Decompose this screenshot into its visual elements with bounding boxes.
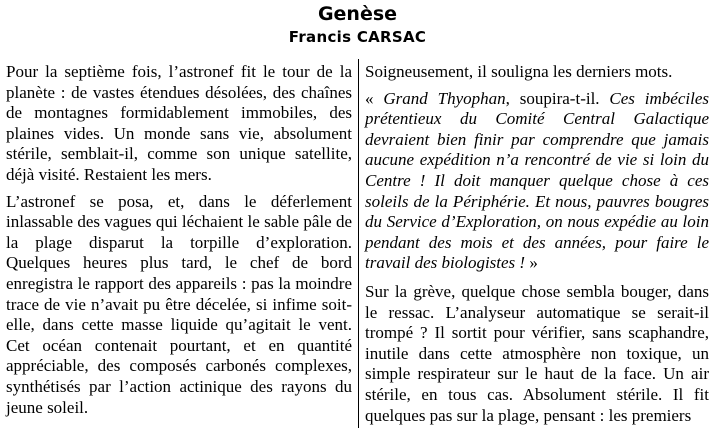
paragraph-landing: L’astronef se posa, et, dans le déferlement inlassable des vagues qui léchaient le sable pâle de la plage disparut la torpille d’exploration. Quelques heures plus tard, le chef de bord enregistra le rapport des appareils : pas la moindre trace de vie n’avait pu être décelée, si infime soit-elle, dans cette masse liquide qu’agitait le vent. Cet océan contenait pourtant, et en quantité appréciable, des composés carbonés complexes, synthétisés par l’action actinique des rayons du jeune soleil.: [6, 191, 352, 417]
paragraph-shore: Sur la grève, quelque chose sembla bouger, dans le ressac. L’analyseur automatique se serait-il trompé ? Il sortit pour vérifier, sans scaphandre, inutile dans cette atmosphère non toxique, un simple respirateur sur le haut de la face. Un air stérile, en tous cas. Absolument stérile. Il fit quelques pas sur la plage, pensant : les premiers: [365, 281, 709, 425]
paragraph-underline: Soigneusement, il souligna les derniers mots.: [365, 62, 673, 81]
speech-part-2: Ces imbéciles prétentieux du Comité Central Galactique devraient bien finir par comprendre que jamais aucune expédition n’a rencontré de vie si loin du Centre ! Il doit manquer quelque chose à ces soleils de la Périphérie. Et nous, pauvres bougres du Service d’Exploration, on nous expédie au loin pendant des mois et des années, pour faire le travail des biologistes !: [365, 88, 709, 273]
right-column: [359, 59, 715, 428]
text-columns: [0, 59, 715, 428]
quote-open: «: [365, 88, 384, 108]
narration-part: , soupira-t-il.: [505, 88, 610, 108]
document-author: Francis CARSAC: [288, 28, 427, 46]
left-column: [0, 59, 359, 428]
paragraph-orbit: Pour la septième fois, l’astronef fit le tour de la planète : de vastes étendues désolées, des chaînes de montagnes formidablement immobiles, des plaines vides. Un monde sans vie, absolument stérile, semblait-il, comme son unique satellite, déjà visité. Restaient les mers.: [6, 62, 352, 184]
document-title: Genèse: [317, 3, 398, 25]
paragraph-complaint: [365, 89, 709, 274]
quote-close: »: [525, 253, 538, 273]
speech-part-1: Grand Thyophan: [383, 88, 506, 108]
document-header: [0, 3, 715, 46]
